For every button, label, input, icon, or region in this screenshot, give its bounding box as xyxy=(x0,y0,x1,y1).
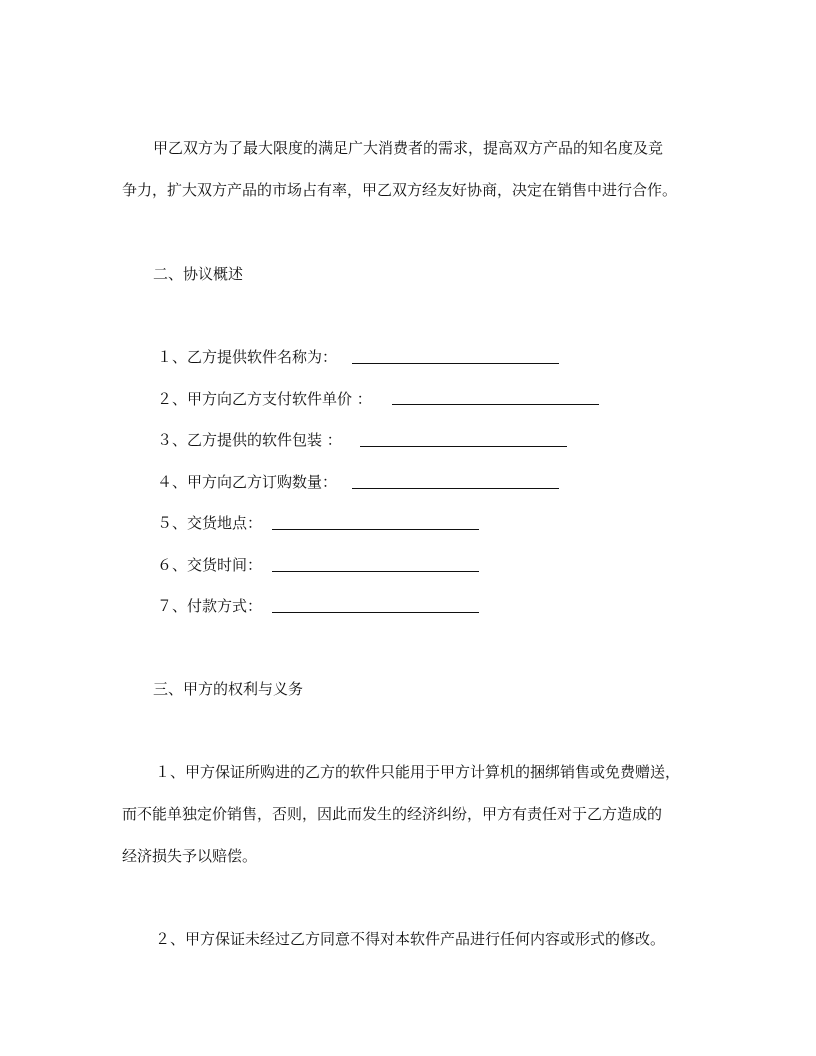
field-label-order-quantity: ４、甲方向乙方订购数量： xyxy=(157,473,338,491)
section-heading-party-a-rights: 三、甲方的权利与义务 xyxy=(153,680,304,698)
field-label-software-name: １、乙方提供软件名称为： xyxy=(157,348,338,366)
field-blank-delivery-time[interactable] xyxy=(272,571,479,572)
field-label-delivery-place: ５、交货地点： xyxy=(157,514,263,532)
field-label-payment-method: ７、付款方式： xyxy=(157,597,263,615)
field-label-unit-price: ２、甲方向乙方支付软件单价 ： xyxy=(157,390,372,408)
field-blank-packaging[interactable] xyxy=(360,446,567,447)
clause-1-line-1: １、甲方保证所购进的乙方的软件只能用于甲方计算机的捆绑销售或免费赠送， xyxy=(155,763,681,781)
field-blank-order-quantity[interactable] xyxy=(352,488,559,489)
field-blank-unit-price[interactable] xyxy=(392,404,599,405)
clause-1-line-2: 而不能单独定价销售，否则，因此而发生的经济纠纷，甲方有责任对于乙方造成的 xyxy=(122,805,663,823)
field-blank-delivery-place[interactable] xyxy=(272,529,479,530)
clause-2: ２、甲方保证未经过乙方同意不得对本软件产品进行任何内容或形式的修改。 xyxy=(155,930,666,948)
field-label-packaging: ３、乙方提供的软件包装 ： xyxy=(157,431,342,449)
intro-line-1: 甲乙双方为了最大限度的满足广大消费者的需求，提高双方产品的知名度及竞 xyxy=(153,139,664,157)
intro-line-2: 争力，扩大双方产品的市场占有率，甲乙双方经友好协商，决定在销售中进行合作。 xyxy=(122,181,678,199)
clause-1-line-3: 经济损失予以赔偿。 xyxy=(122,847,258,865)
field-blank-software-name[interactable] xyxy=(352,363,559,364)
section-heading-agreement-overview: 二、协议概述 xyxy=(153,265,244,283)
field-blank-payment-method[interactable] xyxy=(272,612,479,613)
field-label-delivery-time: ６、交货时间： xyxy=(157,556,263,574)
